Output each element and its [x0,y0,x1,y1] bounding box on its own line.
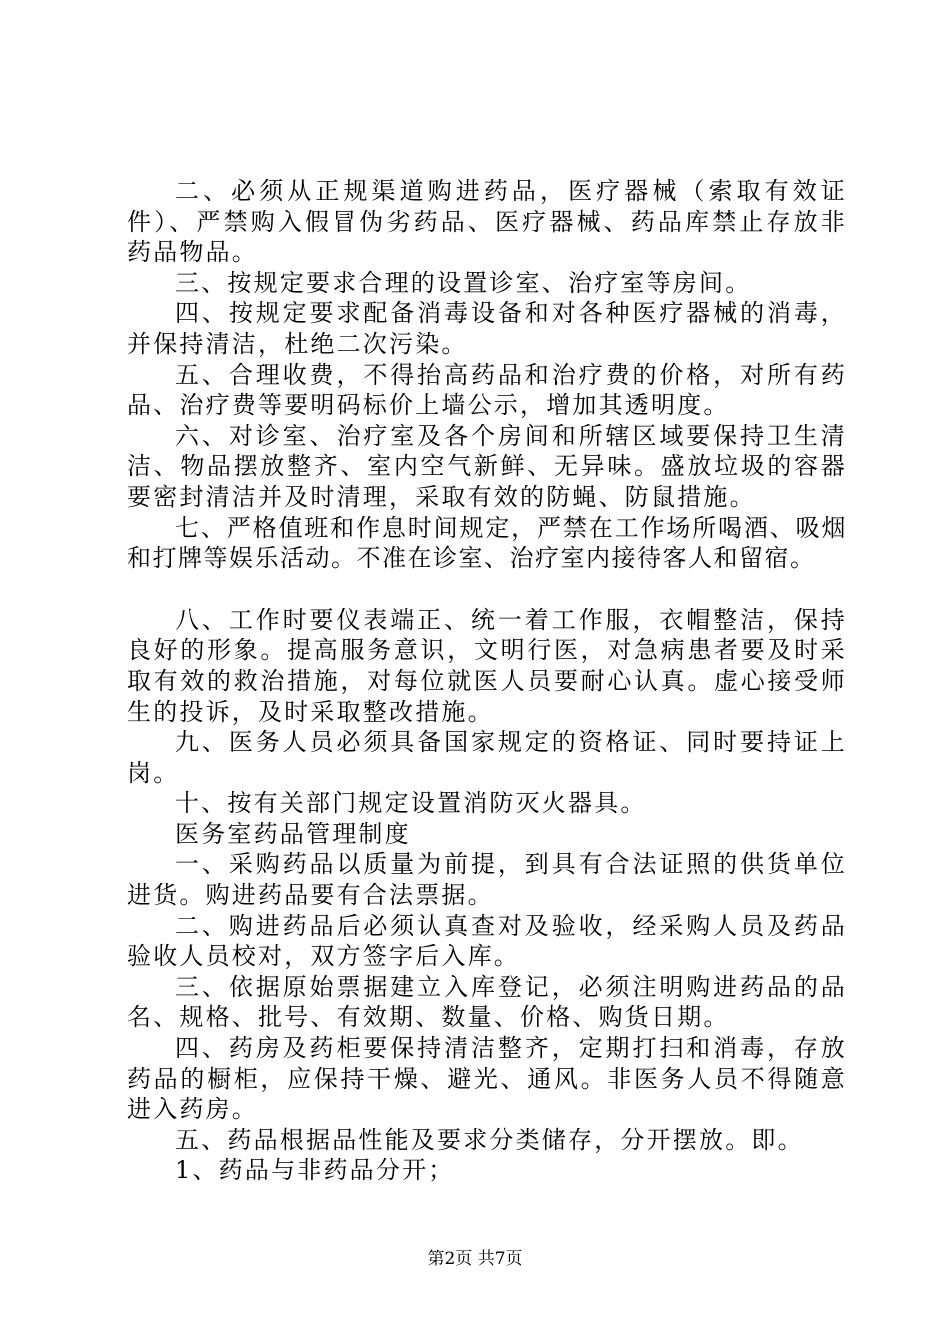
paragraph-purchasing: 一、采购药品以质量为前提，到具有合法证照的供货单位进货。购进药品要有合法票据。 [127,850,847,910]
paragraph-conduct: 八、工作时要仪表端正、统一着工作服，衣帽整洁，保持良好的形象。提高服务意识，文明行医，对急病患者要及时采取有效的救治措施，对每位就医人员要耐心认真。虚心接受师生的投诉，及时采取整改措施。 [127,605,847,726]
section-title: 医务室药品管理制度 [175,819,411,848]
paragraph-registration: 三、依据原始票据建立入库登记，必须注明购进药品的品名、规格、批号、有效期、数量、价格、购货日期。 [127,972,847,1032]
paragraph-fees: 五、合理收费，不得抬高药品和治疗费的价格，对所有药品、治疗费等要明码标价上墙公示，增加其透明度。 [127,360,847,420]
list-item-separation: 1、药品与非药品分开； [175,1156,455,1185]
paragraph-hygiene: 六、对诊室、治疗室及各个房间和所辖区域要保持卫生清洁、物品摆放整齐、室内空气新鲜、无异味。盛放垃圾的容器要密封清洁并及时清理，采取有效的防蝇、防鼠措施。 [127,421,847,511]
paragraph-certification: 九、医务人员必须具备国家规定的资格证、同时要持证上岗。 [127,728,847,787]
paragraph-procurement: 二、必须从正规渠道购进药品，医疗器械（索取有效证件）、严禁购入假冒伪劣药品、医疗器械、药品库禁止存放非药品物品。 [127,177,847,267]
paragraph-pharmacy: 四、药房及药柜要保持清洁整齐，定期打扫和消毒，存放药品的橱柜，应保持干燥、避光、通风。非医务人员不得随意进入药房。 [127,1034,847,1124]
paragraph-duty: 七、严格值班和作息时间规定，严禁在工作场所喝酒、吸烟和打牌等娱乐活动。不准在诊室、治疗室内接待客人和留宿。 [127,513,847,573]
document-body [127,176,847,1186]
paragraph-storage: 五、药品根据品性能及要求分类储存，分开摆放。即。 [175,1125,804,1154]
paragraph-rooms: 三、按规定要求合理的设置诊室、治疗室等房间。 [175,268,752,297]
page-number: 第2页 共7页 [427,1249,523,1269]
paragraph-inspection: 二、购进药品后必须认真查对及验收，经采购人员及药品验收人员校对，双方签字后入库。 [127,911,847,971]
paragraph-fire-safety: 十、按有关部门规定设置消防灭火器具。 [175,789,647,818]
paragraph-disinfection: 四、按规定要求配备消毒设备和对各种医疗器械的消毒，并保持清洁，杜绝二次污染。 [127,299,847,358]
